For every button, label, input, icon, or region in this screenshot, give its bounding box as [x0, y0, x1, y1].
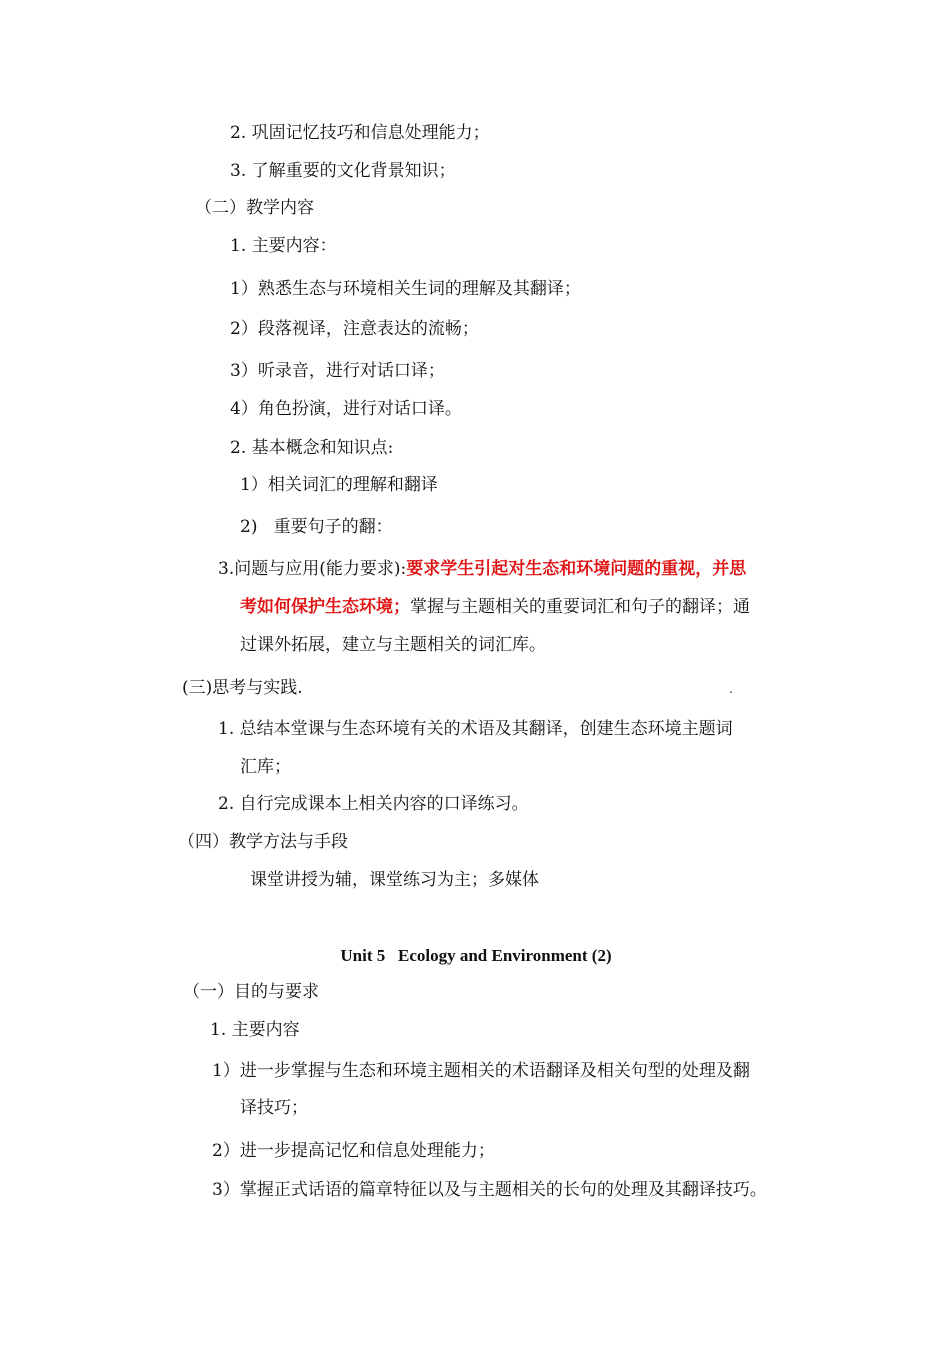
unit5-item-1-cont: 译技巧；	[240, 1098, 308, 1118]
objective-item-2: 2. 巩固记忆技巧和信息处理能力；	[230, 123, 490, 143]
ability-requirements-highlight: 考如何保护生态环境；	[240, 597, 410, 617]
concepts-title: 2. 基本概念和知识点:	[230, 438, 394, 458]
practice-item-2: 2. 自行完成课本上相关内容的口译练习。	[218, 794, 529, 814]
concept-item: 1）相关词汇的理解和翻译	[240, 475, 438, 495]
unit5-main-content-title: 1. 主要内容	[210, 1020, 300, 1040]
ability-requirements-line2	[240, 596, 750, 618]
objective-item-3: 3. 了解重要的文化背景知识；	[230, 161, 456, 181]
ability-requirements-highlight: 要求学生引起对生态和环境问题的重视，并思	[406, 559, 747, 579]
methods-text: 课堂讲授为辅，课堂练习为主；多媒体	[250, 870, 539, 890]
main-content-item: 4）角色扮演，进行对话口译。	[230, 399, 462, 419]
concept-item: 2) 重要句子的翻：	[240, 517, 393, 537]
unit5-item-2: 2）进一步提高记忆和信息处理能力；	[212, 1141, 495, 1161]
teaching-content-heading: （二）教学内容	[195, 198, 314, 218]
unit5-item-3: 3）掌握正式话语的篇章特征以及与主题相关的长句的处理及其翻译技巧。	[212, 1180, 767, 1200]
practice-item-1-cont: 汇库；	[240, 757, 291, 777]
main-content-item: 1）熟悉生态与环境相关生词的理解及其翻译；	[230, 279, 581, 299]
main-content-item: 2）段落视译，注意表达的流畅；	[230, 319, 479, 339]
unit5-objectives-heading: （一）目的与要求	[183, 982, 319, 1002]
ability-requirements-text: 掌握与主题相关的重要词汇和句子的翻译；通	[410, 597, 750, 617]
unit5-item-1: 1）进一步掌握与生态和环境主题相关的术语翻译及相关句型的处理及翻	[212, 1061, 750, 1081]
main-content-item: 3）听录音，进行对话口译；	[230, 361, 445, 381]
methods-heading: （四）教学方法与手段	[178, 832, 348, 852]
main-content-title: 1. 主要内容：	[230, 236, 337, 256]
ability-requirements-prefix: 3.问题与应用(能力要求):	[218, 559, 407, 579]
stray-dot: .	[729, 682, 733, 696]
ability-requirements-line1	[218, 558, 746, 580]
practice-heading: (三)思考与实践.	[182, 678, 303, 698]
practice-item-1: 1. 总结本堂课与生态环境有关的术语及其翻译，创建生态环境主题词	[218, 719, 733, 739]
ability-requirements-line3: 过课外拓展，建立与主题相关的词汇库。	[240, 635, 546, 655]
unit5-title: Unit 5 Ecology and Environment (2)	[340, 946, 612, 965]
